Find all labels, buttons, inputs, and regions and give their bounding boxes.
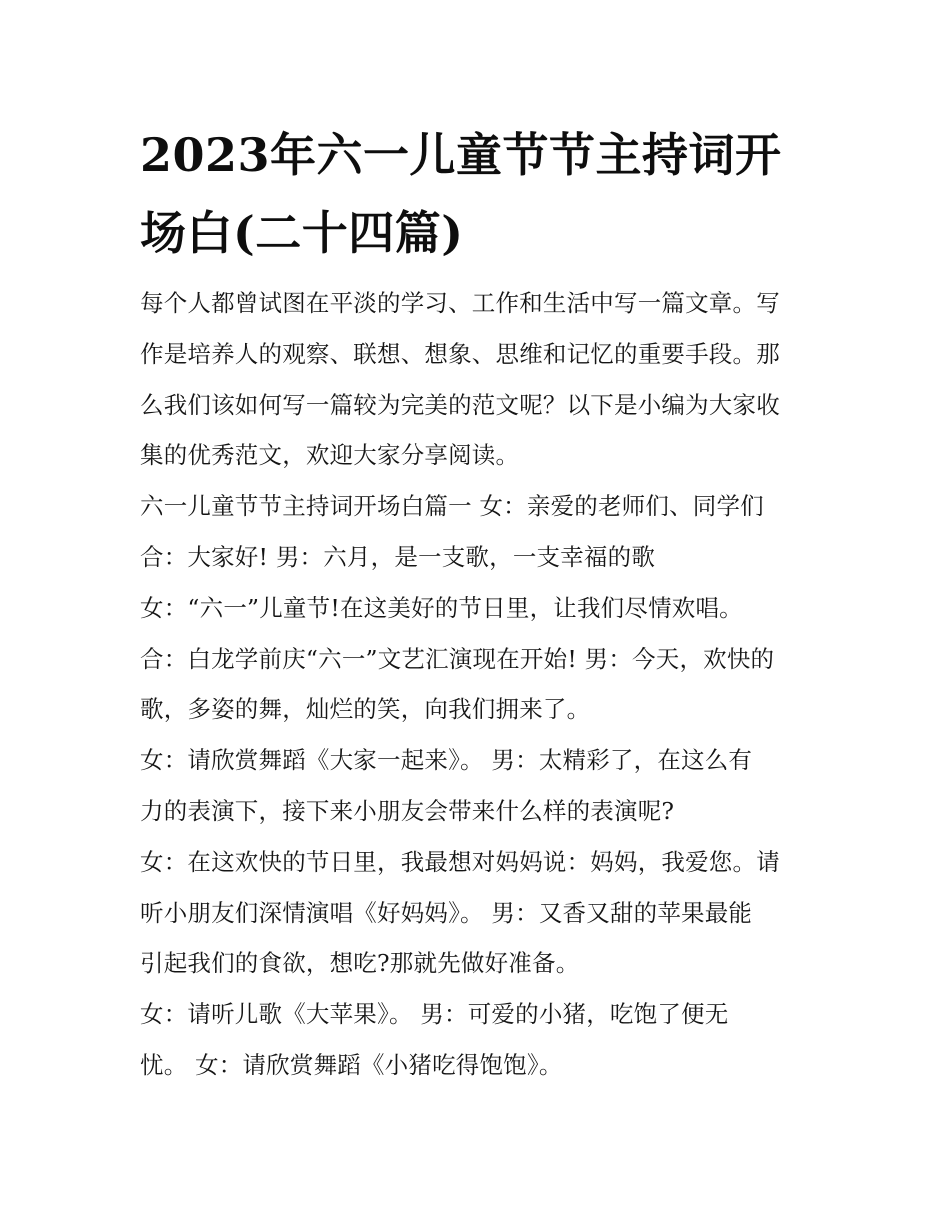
body-line: 合：大家好! 男：六月，是一支歌，一支幸福的歌: [140, 542, 656, 571]
body-line: 女：请听儿歌《大苹果》。 男：可爱的小猪，吃饱了便无: [140, 1000, 729, 1029]
body-line: 听小朋友们深情演唱《好妈妈》。 男：又香又甜的苹果最能: [140, 898, 753, 927]
body-line: 力的表演下，接下来小朋友会带来什么样的表演呢?: [140, 796, 675, 825]
title-line-2: 场白(二十四篇): [140, 206, 464, 260]
body-line: 女：请欣赏舞蹈《大家一起来》。 男：太精彩了，在这么有: [140, 746, 753, 775]
body-line: 集的优秀范文，欢迎大家分享阅读。: [140, 441, 520, 470]
body-line: 么我们该如何写一篇较为完美的范文呢？以下是小编为大家收: [140, 390, 780, 419]
body-line: 作是培养人的观察、联想、想象、思维和记忆的重要手段。那: [140, 339, 780, 368]
document-body: [140, 278, 820, 1091]
body-line: 六一儿童节节主持词开场白篇一 女：亲爱的老师们、同学们: [140, 492, 764, 521]
body-line: 引起我们的食欲，想吃?那就先做好准备。: [140, 949, 580, 978]
body-line: 女：在这欢快的节日里，我最想对妈妈说：妈妈，我爱您。请: [140, 847, 780, 876]
document-title: [140, 116, 820, 272]
title-line-1: 2023年六一儿童节节主持词开: [140, 128, 782, 182]
body-line: 女：“六一”儿童节!在这美好的节日里，让我们尽情欢唱。: [140, 593, 743, 622]
body-line: 歌，多姿的舞，灿烂的笑，向我们拥来了。: [140, 695, 591, 724]
body-line: 忧。 女：请欣赏舞蹈《小猪吃得饱饱》。: [140, 1050, 563, 1079]
body-line: 合：白龙学前庆“六一”文艺汇演现在开始! 男：今天，欢快的: [140, 644, 775, 673]
body-line: 每个人都曾试图在平淡的学习、工作和生活中写一篇文章。写: [140, 289, 780, 317]
